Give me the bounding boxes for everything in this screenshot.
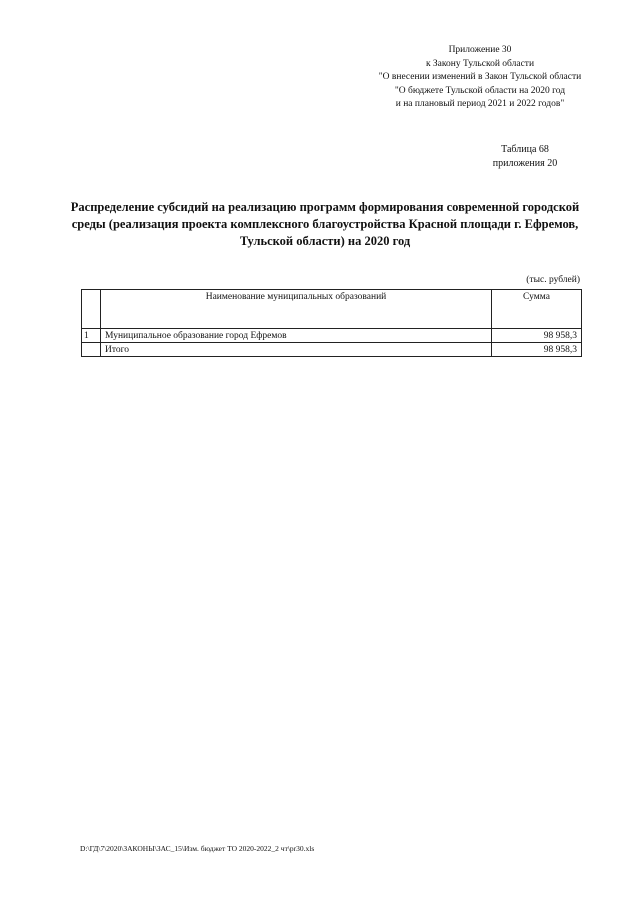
column-header-amount: Сумма xyxy=(492,290,582,329)
table-row xyxy=(82,329,582,343)
units-label: (тыс. рублей) xyxy=(526,275,580,285)
row-name: Муниципальное образование город Ефремов xyxy=(101,329,492,343)
row-amount: 98 958,3 xyxy=(492,329,582,343)
document-title: Распределение субсидий на реализацию программ формирования современной городской среды (реализация проекта комплексного благоустройства Красной площади г. Ефремов, Тульской области) на 2020 год xyxy=(70,200,580,248)
table-ref-line: приложения 20 xyxy=(492,158,558,169)
table-ref-line: Таблица 68 xyxy=(501,144,549,155)
appendix-line: "О внесении изменений в Закон Тульской области xyxy=(378,72,582,82)
appendix-line: к Закону Тульской области xyxy=(425,58,535,69)
subsidy-table xyxy=(81,289,582,357)
column-header-name: Наименование муниципальных образований xyxy=(101,290,492,329)
appendix-header xyxy=(330,44,630,112)
appendix-line: и на плановый период 2021 и 2022 годов" xyxy=(395,99,565,109)
row-amount: 98 958,3 xyxy=(492,343,582,357)
row-number: 1 xyxy=(82,329,101,343)
table-total-row xyxy=(82,343,582,357)
row-number xyxy=(82,343,101,357)
appendix-line: "О бюджете Тульской области на 2020 год xyxy=(394,85,566,96)
table-header-row xyxy=(82,290,582,329)
column-header-number xyxy=(82,290,101,329)
file-path-footer: D:\ГД\7\2020\ЗАКОНЫ\ЗАС_15\Изм. бюджет ТО 2020-2022_2 чт\pr30.xls xyxy=(80,844,315,853)
appendix-line: Приложение 30 xyxy=(448,45,512,55)
row-name: Итого xyxy=(101,343,492,357)
table-reference xyxy=(470,143,580,171)
